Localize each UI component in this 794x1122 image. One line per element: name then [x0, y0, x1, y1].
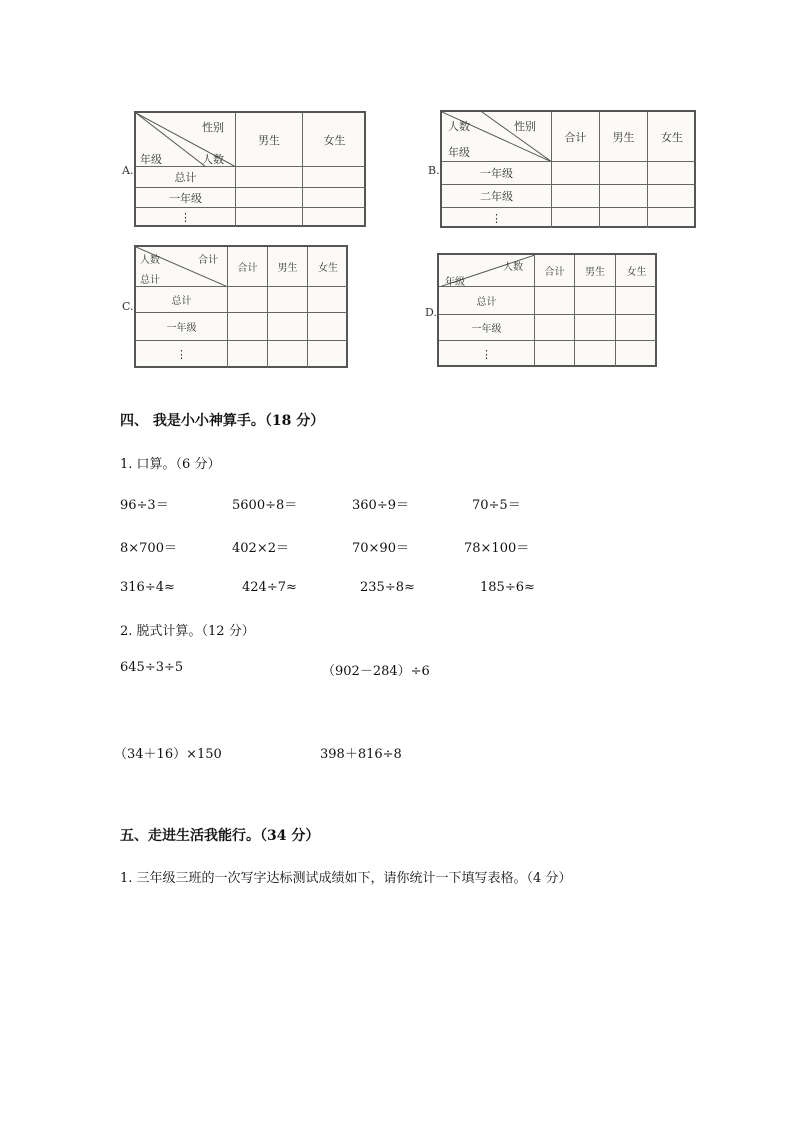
- row-header: 总计: [136, 167, 236, 188]
- q2-title: 2. 脱式计算。（12 分）: [120, 624, 255, 639]
- diag-bottom-left: 总计: [140, 275, 160, 286]
- option-c-label: C.: [122, 300, 134, 313]
- step-item: 398＋816÷8: [320, 747, 402, 762]
- col-header: 女生: [308, 247, 348, 287]
- col-header: 男生: [600, 112, 648, 162]
- option-b-table: [440, 110, 696, 228]
- diag-top-right: 人数: [503, 262, 523, 273]
- row-header: 一年级: [439, 315, 535, 341]
- row-header: 一年级: [442, 162, 552, 185]
- table-cell: [600, 185, 648, 208]
- table-cell: [600, 208, 648, 228]
- table-cell: [600, 162, 648, 185]
- col-header: 女生: [648, 112, 696, 162]
- corner-cell: [442, 112, 552, 162]
- table-cell: [303, 167, 366, 188]
- table-cell: [648, 208, 696, 228]
- oral-item: 360÷9＝: [352, 498, 409, 513]
- oral-item: 316÷4≈: [120, 580, 175, 595]
- col-header: 男生: [575, 255, 616, 287]
- row-header: ⋮: [136, 341, 228, 368]
- table-cell: [236, 188, 303, 208]
- table-cell: [552, 208, 600, 228]
- step-item: 645÷3÷5: [120, 660, 184, 675]
- step-item: （902－284）÷6: [322, 664, 430, 679]
- option-d-label: D.: [425, 306, 437, 319]
- col-header: 女生: [616, 255, 657, 287]
- diag-top-right: 合计: [198, 255, 218, 266]
- corner-cell: [136, 113, 236, 167]
- oral-item: 70×90＝: [352, 541, 409, 556]
- corner-cell: [439, 255, 535, 287]
- row-header: ⋮: [442, 208, 552, 228]
- table-cell: [648, 185, 696, 208]
- table-cell: [268, 313, 308, 341]
- table-cell: [535, 315, 575, 341]
- table-cell: [308, 341, 348, 368]
- table-cell: [575, 287, 616, 315]
- row-header: 一年级: [136, 313, 228, 341]
- table-cell: [648, 162, 696, 185]
- table-cell: [228, 313, 268, 341]
- diag-top-left: 人数: [140, 255, 160, 266]
- table-cell: [616, 315, 657, 341]
- oral-item: 235÷8≈: [360, 580, 415, 595]
- col-header: 男生: [236, 113, 303, 167]
- diag-bottom-left: 年级: [448, 146, 470, 159]
- section-4-title: 四、 我是小小神算手。（18 分）: [120, 413, 325, 429]
- step-item: （34＋16）×150: [114, 747, 222, 762]
- diag-bottom-right: 人数: [202, 153, 224, 166]
- table-cell: [228, 341, 268, 368]
- diag-top: 性别: [202, 121, 224, 134]
- oral-item: 424÷7≈: [242, 580, 297, 595]
- diag-bottom-left: 年级: [445, 277, 465, 288]
- oral-item: 78×100＝: [464, 541, 530, 556]
- col-header: 合计: [535, 255, 575, 287]
- col-header: 女生: [303, 113, 366, 167]
- oral-item: 402×2＝: [232, 541, 289, 556]
- table-cell: [616, 341, 657, 367]
- row-header: 一年级: [136, 188, 236, 208]
- option-a-label: A.: [122, 164, 134, 177]
- col-header: 男生: [268, 247, 308, 287]
- row-header: ⋮: [439, 341, 535, 367]
- diag-bottom-left: 年级: [140, 153, 162, 166]
- table-cell: [308, 313, 348, 341]
- table-cell: [236, 208, 303, 227]
- oral-item: 185÷6≈: [480, 580, 535, 595]
- section-5-q1: 1. 三年级三班的一次写字达标测试成绩如下，请你统计一下填写表格。（4 分）: [120, 871, 572, 886]
- table-cell: [303, 188, 366, 208]
- section-5-title: 五、走进生活我能行。（34 分）: [120, 828, 320, 844]
- table-cell: [268, 287, 308, 313]
- table-cell: [616, 287, 657, 315]
- table-cell: [303, 208, 366, 227]
- oral-item: 5600÷8＝: [232, 498, 298, 513]
- option-d-table: [437, 253, 657, 367]
- col-header: 合计: [552, 112, 600, 162]
- table-cell: [535, 287, 575, 315]
- table-cell: [575, 315, 616, 341]
- table-cell: [268, 341, 308, 368]
- oral-item: 8×700＝: [120, 541, 177, 556]
- table-cell: [535, 341, 575, 367]
- table-cell: [552, 162, 600, 185]
- table-cell: [308, 287, 348, 313]
- diag-top-left: 人数: [448, 120, 470, 133]
- option-a-table: [134, 111, 366, 227]
- table-cell: [575, 341, 616, 367]
- row-header: 总计: [439, 287, 535, 315]
- diag-top-right: 性别: [514, 120, 536, 133]
- corner-cell: [136, 247, 228, 287]
- table-cell: [236, 167, 303, 188]
- oral-item: 96÷3＝: [120, 498, 169, 513]
- table-cell: [552, 185, 600, 208]
- row-header: ⋮: [136, 208, 236, 227]
- col-header: 合计: [228, 247, 268, 287]
- option-c-table: [134, 245, 348, 368]
- row-header: 总计: [136, 287, 228, 313]
- option-b-label: B.: [428, 164, 440, 177]
- oral-item: 70÷5＝: [472, 498, 521, 513]
- q1-title: 1. 口算。（6 分）: [120, 457, 221, 472]
- table-cell: [228, 287, 268, 313]
- row-header: 二年级: [442, 185, 552, 208]
